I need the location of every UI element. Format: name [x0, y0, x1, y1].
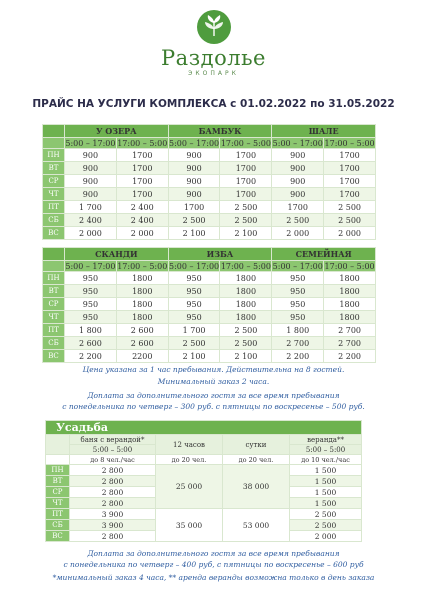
usadba-table [45, 420, 362, 542]
veranda-price-cell: 2 000 [290, 531, 362, 542]
price-cell: 2 400 [116, 214, 168, 227]
slot-label: 5:00 – 17:00 [65, 138, 116, 148]
table-row [43, 188, 376, 201]
banya-price-cell: 2 800 [70, 476, 156, 487]
price-cell: 950 [168, 272, 220, 285]
price-cell: 1 700 [65, 201, 117, 214]
table-body [43, 149, 376, 240]
price-table-1 [42, 124, 376, 240]
group-name: БАМБУК [168, 125, 272, 138]
day-label: СР [43, 298, 65, 311]
day-label: ВТ [46, 476, 70, 487]
group-name: У ОЗЕРА [65, 125, 169, 138]
day-label: ПТ [43, 324, 65, 337]
day-label: ПН [43, 149, 65, 162]
day-label: ВС [43, 350, 65, 363]
table-row [43, 350, 376, 363]
slot-label: 17:00 – 5:00 [117, 261, 168, 271]
price-cell: 950 [168, 285, 220, 298]
slot-label: 5:00 – 5:00 [70, 445, 156, 455]
brand-subtitle: ЭКОПАРК [188, 70, 239, 77]
price-cell: 900 [65, 175, 117, 188]
price-cell: 1 700 [168, 324, 220, 337]
day-label: ВТ [43, 162, 65, 175]
price-cell: 1800 [324, 298, 376, 311]
price-cell: 2 500 [220, 324, 272, 337]
price-cell: 1700 [116, 149, 168, 162]
price-cell: 950 [65, 298, 117, 311]
price-cell: 1700 [324, 149, 376, 162]
slot-label: 5:00 – 5:00 [290, 445, 362, 455]
price-cell: 1800 [324, 285, 376, 298]
price-cell: 1700 [168, 201, 220, 214]
price-cell: 2 500 [324, 201, 376, 214]
price-cell: 1800 [220, 311, 272, 324]
page-title: ПРАЙС НА УСЛУГИ КОМПЛЕКСА с 01.02.2022 по 31.05.2022 [32, 98, 395, 110]
price-cell: 1700 [220, 175, 272, 188]
price-cell: 1700 [324, 162, 376, 175]
price-cell: 2 700 [324, 337, 376, 350]
price-cell: 950 [272, 285, 324, 298]
price-cell: 1800 [324, 311, 376, 324]
price-cell: 900 [65, 188, 117, 201]
corner-cell [43, 248, 65, 261]
price-cell: 1700 [116, 188, 168, 201]
price-cell: 1700 [324, 188, 376, 201]
price-cell: 2 500 [220, 214, 272, 227]
price-cell: 2 000 [272, 227, 324, 240]
price-cell: 950 [272, 272, 324, 285]
day-label: ЧТ [43, 311, 65, 324]
price-cell: 900 [272, 188, 324, 201]
price-cell: 950 [65, 285, 117, 298]
brand-name: Раздолье [161, 46, 266, 70]
price-cell: 2 500 [220, 337, 272, 350]
capacity-label: до 20 чел. [156, 455, 223, 465]
price-cell: 2 200 [65, 350, 117, 363]
note-min-order: Минимальный заказ 2 часа. [157, 377, 270, 386]
price-cell: 2 400 [116, 201, 168, 214]
table-row [43, 175, 376, 188]
weekday-12h-price: 25 000 [156, 465, 223, 509]
slot-label: 17:00 – 5:00 [324, 261, 375, 271]
price-cell: 900 [168, 188, 220, 201]
col-header: сутки [223, 435, 290, 455]
price-cell: 900 [168, 175, 220, 188]
price-cell: 2 200 [272, 350, 324, 363]
price-cell: 1800 [220, 298, 272, 311]
price-cell: 2 700 [272, 337, 324, 350]
note-extra-guest-prices: с понедельника по четверг – 300 руб. с пятницы по воскресенье – 500 руб. [62, 402, 365, 411]
price-cell: 900 [65, 162, 117, 175]
price-cell: 1800 [116, 285, 168, 298]
price-cell: 1 800 [272, 324, 324, 337]
usadba-title: Усадьба [46, 421, 362, 435]
note-footnote: *минимальный заказ 4 часа, ** аренда веранды возможна только в день заказа [52, 573, 375, 582]
day-label: ВТ [43, 285, 65, 298]
slot-label: 5:00 – 17:00 [65, 261, 116, 271]
slot-label: 5:00 – 17:00 [169, 261, 220, 271]
price-cell: 900 [168, 149, 220, 162]
group-name: ШАЛЕ [272, 125, 376, 138]
price-cell: 900 [272, 149, 324, 162]
banya-price-cell: 2 800 [70, 498, 156, 509]
table-row [46, 509, 362, 520]
slot-label: 17:00 – 5:00 [220, 261, 271, 271]
price-cell: 2 600 [65, 337, 117, 350]
table-row [43, 149, 376, 162]
slot-label: 5:00 – 17:00 [272, 138, 323, 148]
price-cell: 1700 [220, 162, 272, 175]
table-row [43, 272, 376, 285]
price-cell: 1700 [116, 162, 168, 175]
day-label: СБ [46, 520, 70, 531]
price-cell: 2 100 [220, 350, 272, 363]
price-cell: 950 [168, 311, 220, 324]
table-row [43, 324, 376, 337]
price-cell: 2 500 [220, 201, 272, 214]
slot-label: 5:00 – 17:00 [272, 261, 323, 271]
group-name: СЕМЕЙНАЯ [272, 248, 376, 261]
weekend-day-price: 53 000 [223, 509, 290, 542]
day-label: СР [43, 175, 65, 188]
price-cell: 900 [168, 162, 220, 175]
note-extra-guest: Доплата за дополнительного гостя за все время пребывания [87, 391, 340, 400]
price-cell: 1700 [220, 149, 272, 162]
price-cell: 1800 [324, 272, 376, 285]
banya-price-cell: 2 800 [70, 465, 156, 476]
banya-price-cell: 2 800 [70, 487, 156, 498]
col-header: веранда** [290, 435, 362, 445]
price-cell: 2 100 [220, 227, 272, 240]
table-row [43, 214, 376, 227]
group-name: ИЗБА [168, 248, 272, 261]
table-row [43, 201, 376, 214]
day-label: СБ [43, 214, 65, 227]
price-cell: 2 500 [272, 214, 324, 227]
price-cell: 950 [65, 272, 117, 285]
day-label: ВС [46, 531, 70, 542]
price-cell: 950 [168, 298, 220, 311]
price-cell: 1700 [272, 201, 324, 214]
corner-cell [43, 261, 65, 272]
day-label: ЧТ [46, 498, 70, 509]
table-body [43, 272, 376, 363]
table-row [43, 311, 376, 324]
price-cell: 2 700 [324, 324, 376, 337]
slot-label: 17:00 – 5:00 [117, 138, 168, 148]
price-cell: 2 500 [168, 214, 220, 227]
price-table-2 [42, 247, 376, 363]
price-cell: 2 500 [324, 214, 376, 227]
price-cell: 2 200 [324, 350, 376, 363]
group-name: СКАНДИ [65, 248, 169, 261]
price-cell: 2 400 [65, 214, 117, 227]
day-label: ЧТ [43, 188, 65, 201]
weekday-day-price: 38 000 [223, 465, 290, 509]
veranda-price-cell: 1 500 [290, 498, 362, 509]
price-cell: 1800 [220, 272, 272, 285]
price-cell: 1800 [220, 285, 272, 298]
price-cell: 2 600 [116, 337, 168, 350]
capacity-label: до 8 чел./час [70, 455, 156, 465]
price-cell: 2 100 [168, 227, 220, 240]
day-label: ПТ [43, 201, 65, 214]
note-extra-guest-usadba: Доплата за дополнительного гостя за все время пребывания [87, 549, 340, 558]
price-cell: 950 [272, 298, 324, 311]
day-label: ПН [46, 465, 70, 476]
table-row [43, 285, 376, 298]
corner-cell [43, 138, 65, 149]
capacity-label: до 20 чел. [223, 455, 290, 465]
price-cell: 2 000 [324, 227, 376, 240]
leaf-emblem-icon [197, 10, 231, 44]
price-cell: 950 [272, 311, 324, 324]
table-row [43, 162, 376, 175]
corner-cell [46, 435, 70, 455]
price-cell: 2 500 [168, 337, 220, 350]
table-row [43, 227, 376, 240]
price-cell: 900 [65, 149, 117, 162]
table-row [46, 465, 362, 476]
usadba-body [46, 421, 362, 542]
banya-price-cell: 2 800 [70, 531, 156, 542]
logo [0, 10, 427, 77]
price-cell: 900 [272, 162, 324, 175]
price-cell: 900 [272, 175, 324, 188]
col-header: 12 часов [156, 435, 223, 455]
veranda-price-cell: 1 500 [290, 476, 362, 487]
table-row [43, 298, 376, 311]
slot-label: 17:00 – 5:00 [324, 138, 375, 148]
note-extra-guest-usadba-prices: с понедельника по четверг – 400 руб, с пятницы по воскресенье – 600 руб [63, 560, 364, 569]
slot-label: 17:00 – 5:00 [220, 138, 271, 148]
banya-price-cell: 3 900 [70, 520, 156, 531]
slot-label: 5:00 – 17:00 [169, 138, 220, 148]
banya-price-cell: 3 900 [70, 509, 156, 520]
veranda-price-cell: 1 500 [290, 487, 362, 498]
veranda-price-cell: 2 500 [290, 509, 362, 520]
day-label: ПН [43, 272, 65, 285]
capacity-label: до 10 чел./час [290, 455, 362, 465]
table-row [43, 337, 376, 350]
price-cell: 2 600 [116, 324, 168, 337]
veranda-price-cell: 1 500 [290, 465, 362, 476]
price-cell: 2 100 [168, 350, 220, 363]
price-cell: 1700 [220, 188, 272, 201]
corner-cell [43, 125, 65, 138]
corner-cell [46, 455, 70, 465]
price-cell: 1800 [116, 272, 168, 285]
day-label: ПТ [46, 509, 70, 520]
price-cell: 1800 [116, 298, 168, 311]
price-cell: 2200 [116, 350, 168, 363]
note-price-info: Цена указана за 1 час пребывания. Действительна на 8 гостей. [82, 365, 345, 374]
day-label: СР [46, 487, 70, 498]
price-cell: 2 000 [116, 227, 168, 240]
day-label: СБ [43, 337, 65, 350]
weekend-12h-price: 35 000 [156, 509, 223, 542]
veranda-price-cell: 2 500 [290, 520, 362, 531]
day-label: ВС [43, 227, 65, 240]
price-cell: 1800 [116, 311, 168, 324]
price-cell: 2 000 [65, 227, 117, 240]
col-header: баня с верандой* [70, 435, 156, 445]
price-cell: 1 800 [65, 324, 117, 337]
price-cell: 1700 [324, 175, 376, 188]
price-cell: 950 [65, 311, 117, 324]
price-cell: 1700 [116, 175, 168, 188]
